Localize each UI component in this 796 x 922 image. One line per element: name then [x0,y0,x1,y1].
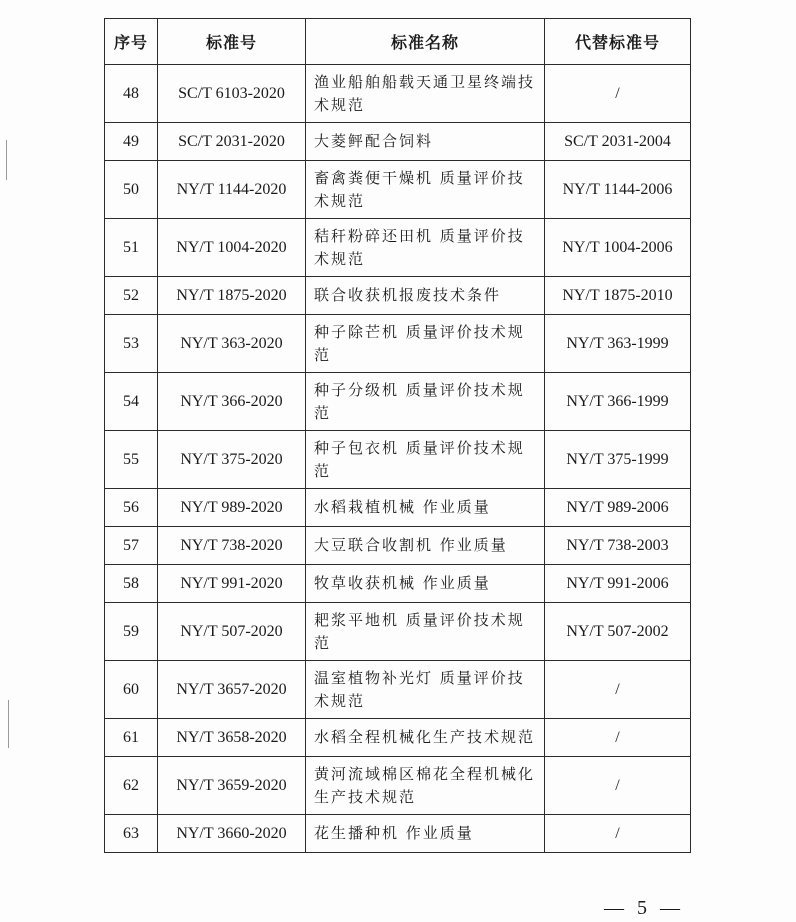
cell-standard-code: NY/T 3657-2020 [158,661,306,719]
cell-standard-code: NY/T 507-2020 [158,603,306,661]
cell-serial-no: 59 [105,603,158,661]
cell-standard-code: NY/T 3658-2020 [158,719,306,757]
cell-standard-code: NY/T 738-2020 [158,527,306,565]
cell-serial-no: 51 [105,219,158,277]
table-row [105,277,691,315]
cell-standard-code: NY/T 989-2020 [158,489,306,527]
cell-standard-code: NY/T 366-2020 [158,373,306,431]
header-serial-no: 序号 [105,19,158,65]
table-row [105,815,691,853]
cell-standard-name: 种子除芒机 质量评价技术规范 [306,315,545,373]
cell-standard-name: 种子分级机 质量评价技术规范 [306,373,545,431]
cell-replaced-standard: / [545,757,691,815]
table-row [105,719,691,757]
cell-standard-code: NY/T 375-2020 [158,431,306,489]
table-row [105,431,691,489]
cell-serial-no: 58 [105,565,158,603]
table-row [105,123,691,161]
cell-replaced-standard: NY/T 375-1999 [545,431,691,489]
cell-standard-code: NY/T 3660-2020 [158,815,306,853]
cell-serial-no: 48 [105,65,158,123]
table-row [105,565,691,603]
cell-standard-name: 温室植物补光灯 质量评价技术规范 [306,661,545,719]
cell-replaced-standard: NY/T 989-2006 [545,489,691,527]
table-header-row [105,19,691,65]
table-row [105,603,691,661]
cell-serial-no: 54 [105,373,158,431]
cell-replaced-standard: / [545,65,691,123]
cell-replaced-standard: / [545,719,691,757]
cell-replaced-standard: / [545,661,691,719]
cell-serial-no: 53 [105,315,158,373]
cell-standard-name: 秸秆粉碎还田机 质量评价技术规范 [306,219,545,277]
cell-serial-no: 60 [105,661,158,719]
cell-serial-no: 56 [105,489,158,527]
cell-replaced-standard: NY/T 363-1999 [545,315,691,373]
cell-serial-no: 50 [105,161,158,219]
cell-standard-name: 大菱鲆配合饲料 [306,123,545,161]
table-row [105,489,691,527]
table-row [105,527,691,565]
cell-standard-name: 联合收获机报废技术条件 [306,277,545,315]
cell-serial-no: 49 [105,123,158,161]
cell-replaced-standard: NY/T 1004-2006 [545,219,691,277]
cell-replaced-standard: NY/T 738-2003 [545,527,691,565]
cell-serial-no: 57 [105,527,158,565]
table-row [105,219,691,277]
header-standard-name: 标准名称 [306,19,545,65]
cell-standard-name: 种子包衣机 质量评价技术规范 [306,431,545,489]
table-row [105,315,691,373]
table-row [105,373,691,431]
cell-replaced-standard: NY/T 1875-2010 [545,277,691,315]
cell-replaced-standard: / [545,815,691,853]
cell-standard-code: NY/T 363-2020 [158,315,306,373]
cell-standard-name: 水稻全程机械化生产技术规范 [306,719,545,757]
cell-replaced-standard: NY/T 507-2002 [545,603,691,661]
cell-replaced-standard: NY/T 1144-2006 [545,161,691,219]
cell-standard-code: SC/T 2031-2020 [158,123,306,161]
cell-standard-name: 大豆联合收割机 作业质量 [306,527,545,565]
cell-standard-name: 花生播种机 作业质量 [306,815,545,853]
standards-table [104,18,691,853]
cell-standard-code: NY/T 3659-2020 [158,757,306,815]
cell-standard-name: 畜禽粪便干燥机 质量评价技术规范 [306,161,545,219]
cell-serial-no: 55 [105,431,158,489]
cell-standard-name: 水稻栽植机械 作业质量 [306,489,545,527]
cell-standard-name: 牧草收获机械 作业质量 [306,565,545,603]
cell-standard-code: NY/T 1144-2020 [158,161,306,219]
cell-serial-no: 63 [105,815,158,853]
cell-standard-code: NY/T 1004-2020 [158,219,306,277]
table-row [105,65,691,123]
cell-standard-name: 渔业船舶船载天通卫星终端技术规范 [306,65,545,123]
table-row [105,661,691,719]
cell-serial-no: 62 [105,757,158,815]
cell-replaced-standard: NY/T 366-1999 [545,373,691,431]
header-replaced-standard: 代替标准号 [545,19,691,65]
table-row [105,757,691,815]
cell-standard-code: NY/T 991-2020 [158,565,306,603]
cell-replaced-standard: SC/T 2031-2004 [545,123,691,161]
page-number: — 5 — [604,897,684,919]
header-standard-code: 标准号 [158,19,306,65]
scan-artifact-mark [8,700,9,748]
cell-serial-no: 52 [105,277,158,315]
cell-standard-code: SC/T 6103-2020 [158,65,306,123]
table-row [105,161,691,219]
cell-replaced-standard: NY/T 991-2006 [545,565,691,603]
cell-standard-code: NY/T 1875-2020 [158,277,306,315]
cell-standard-name: 黄河流域棉区棉花全程机械化生产技术规范 [306,757,545,815]
scan-artifact-mark [6,140,7,180]
cell-standard-name: 耙浆平地机 质量评价技术规范 [306,603,545,661]
cell-serial-no: 61 [105,719,158,757]
